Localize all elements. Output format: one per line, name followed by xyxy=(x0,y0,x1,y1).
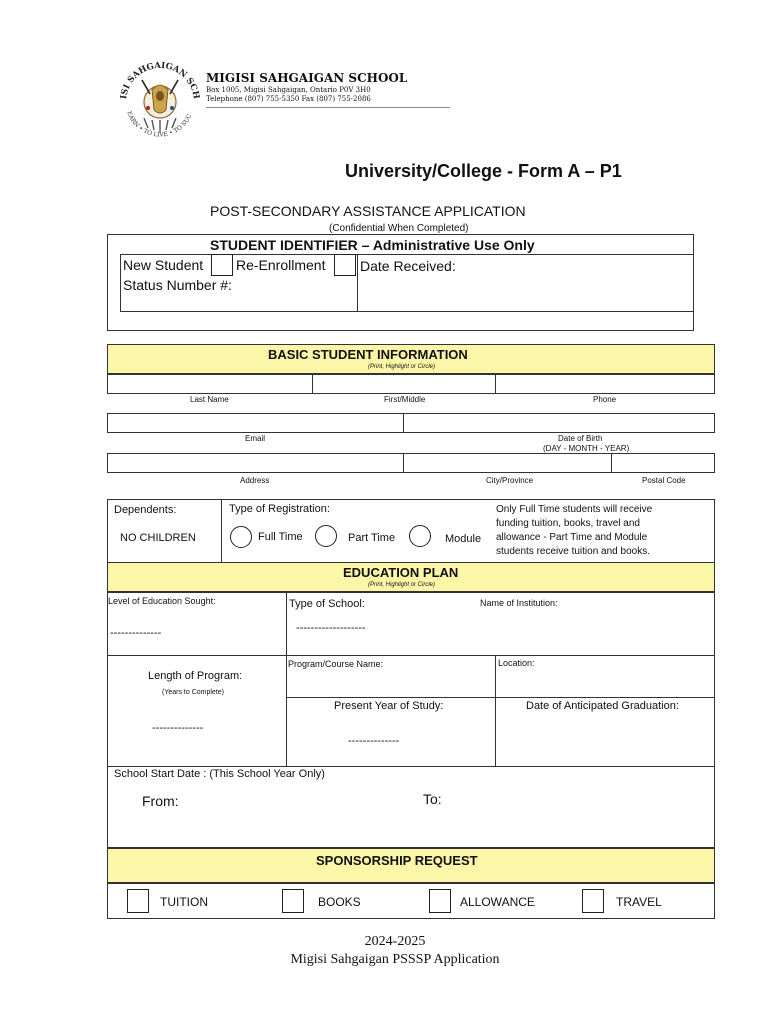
module-label: Module xyxy=(445,533,482,545)
education-plan-body xyxy=(107,592,715,848)
divider xyxy=(495,655,496,766)
tuition-checkbox[interactable] xyxy=(127,889,149,913)
first-middle-label: First/Middle xyxy=(384,395,426,404)
new-student-checkbox[interactable] xyxy=(211,254,233,276)
module-radio[interactable] xyxy=(409,525,431,547)
dependents-label: Dependents: xyxy=(114,504,177,516)
last-name-label: Last Name xyxy=(190,395,229,404)
dependents-value: NO CHILDREN xyxy=(120,532,196,544)
school-name: MIGISI SAHGAIGAN SCHOOL xyxy=(206,71,408,85)
part-time-radio[interactable] xyxy=(315,525,337,547)
dob-field[interactable] xyxy=(404,414,714,432)
funding-note-4: students receive tuition and books. xyxy=(496,546,650,557)
address-label: Address xyxy=(240,476,270,485)
last-name-field[interactable] xyxy=(108,375,311,393)
program-length-label: Length of Program: xyxy=(148,670,243,682)
admin-divider xyxy=(357,254,358,312)
divider xyxy=(107,766,715,767)
divider xyxy=(107,655,715,656)
basic-info-heading: BASIC STUDENT INFORMATION xyxy=(268,347,468,362)
svg-text:TO LEARN • TO LIVE • TO SUCCEE: EARN • TO LIVE • TO SUC xyxy=(125,110,194,139)
footer-year: 2024-2025 xyxy=(364,934,426,949)
program-length-note: (Years to Complete) xyxy=(162,689,224,696)
full-time-label: Full Time xyxy=(258,531,303,543)
divider xyxy=(286,697,715,698)
to-label: To: xyxy=(423,791,442,807)
city-province-field[interactable] xyxy=(404,454,610,472)
institution-label: Name of Institution: xyxy=(480,598,558,608)
school-phone: Telephone (807) 755-5350 Fax (807) 755-2086 xyxy=(206,95,371,103)
re-enrollment-label: Re-Enrollment xyxy=(236,257,326,273)
school-type-label: Type of School: xyxy=(289,598,365,610)
form-subtitle: POST-SECONDARY ASSISTANCE APPLICATION xyxy=(210,203,526,219)
school-address: Box 1005, Migisi Sahgaigan, Ontario P0V 3H0 xyxy=(206,86,371,94)
allowance-label: ALLOWANCE xyxy=(460,895,535,909)
level-sought-field[interactable]: -------------- xyxy=(110,627,162,639)
postal-code-field[interactable] xyxy=(612,454,714,472)
tuition-label: TUITION xyxy=(160,895,208,909)
status-number-label: Status Number #: xyxy=(123,277,232,293)
funding-note-3: allowance - Part Time and Module xyxy=(496,532,648,543)
admin-heading: STUDENT IDENTIFIER – Administrative Use Only xyxy=(210,237,535,253)
registration-label: Type of Registration: xyxy=(229,503,330,515)
program-length-field[interactable]: -------------- xyxy=(152,722,204,734)
education-plan-note: (Print, Highlight or Circle) xyxy=(368,582,436,588)
dob-label: Date of Birth xyxy=(558,434,603,443)
books-label: BOOKS xyxy=(318,895,361,909)
allowance-checkbox[interactable] xyxy=(429,889,451,913)
education-plan-heading: EDUCATION PLAN xyxy=(343,565,459,580)
sponsorship-heading: SPONSORSHIP REQUEST xyxy=(316,853,478,868)
footer-application: Migisi Sahgaigan PSSSP Application xyxy=(290,952,500,967)
first-middle-field[interactable] xyxy=(313,375,494,393)
letterhead-rule xyxy=(206,107,450,108)
school-start-date-label: School Start Date : (This School Year Only) xyxy=(114,768,325,780)
graduation-date-label: Date of Anticipated Graduation: xyxy=(526,700,679,712)
books-checkbox[interactable] xyxy=(282,889,304,913)
school-type-field[interactable]: ------------------- xyxy=(296,622,366,634)
re-enrollment-checkbox[interactable] xyxy=(334,254,356,276)
travel-checkbox[interactable] xyxy=(582,889,604,913)
phone-label: Phone xyxy=(593,395,617,404)
program-name-label: Program/Course Name: xyxy=(288,659,384,669)
email-field[interactable] xyxy=(108,414,402,432)
location-label: Location: xyxy=(498,658,535,668)
date-received-label: Date Received: xyxy=(360,258,456,274)
address-field[interactable] xyxy=(108,454,402,472)
level-sought-label: Level of Education Sought: xyxy=(108,596,216,606)
present-year-label: Present Year of Study: xyxy=(334,700,444,712)
divider xyxy=(286,592,287,766)
phone-field[interactable] xyxy=(496,375,714,393)
part-time-label: Part Time xyxy=(348,532,396,544)
school-seal-logo xyxy=(112,50,208,146)
travel-label: TRAVEL xyxy=(616,895,662,909)
divider xyxy=(221,499,222,563)
postal-label: Postal Code xyxy=(642,476,686,485)
form-title: University/College - Form A – P1 xyxy=(345,161,622,181)
basic-info-note: (Print, Highlight or Circle) xyxy=(368,364,436,370)
new-student-label: New Student xyxy=(123,257,204,273)
funding-note-2: funding tuition, books, travel and xyxy=(496,518,640,529)
from-label: From: xyxy=(142,793,179,809)
email-label: Email xyxy=(245,434,266,443)
funding-note-1: Only Full Time students will receive xyxy=(496,504,653,515)
full-time-radio[interactable] xyxy=(230,526,252,548)
confidential-note: (Confidential When Completed) xyxy=(329,223,469,234)
dob-format-label: (DAY - MONTH - YEAR) xyxy=(543,444,630,453)
present-year-field[interactable]: -------------- xyxy=(348,735,400,747)
city-label: City/Province xyxy=(486,476,534,485)
svg-text:MIGISI SAHGAIGAN SCHOOL: ISI SAHGAIGAN SCH xyxy=(119,60,201,100)
